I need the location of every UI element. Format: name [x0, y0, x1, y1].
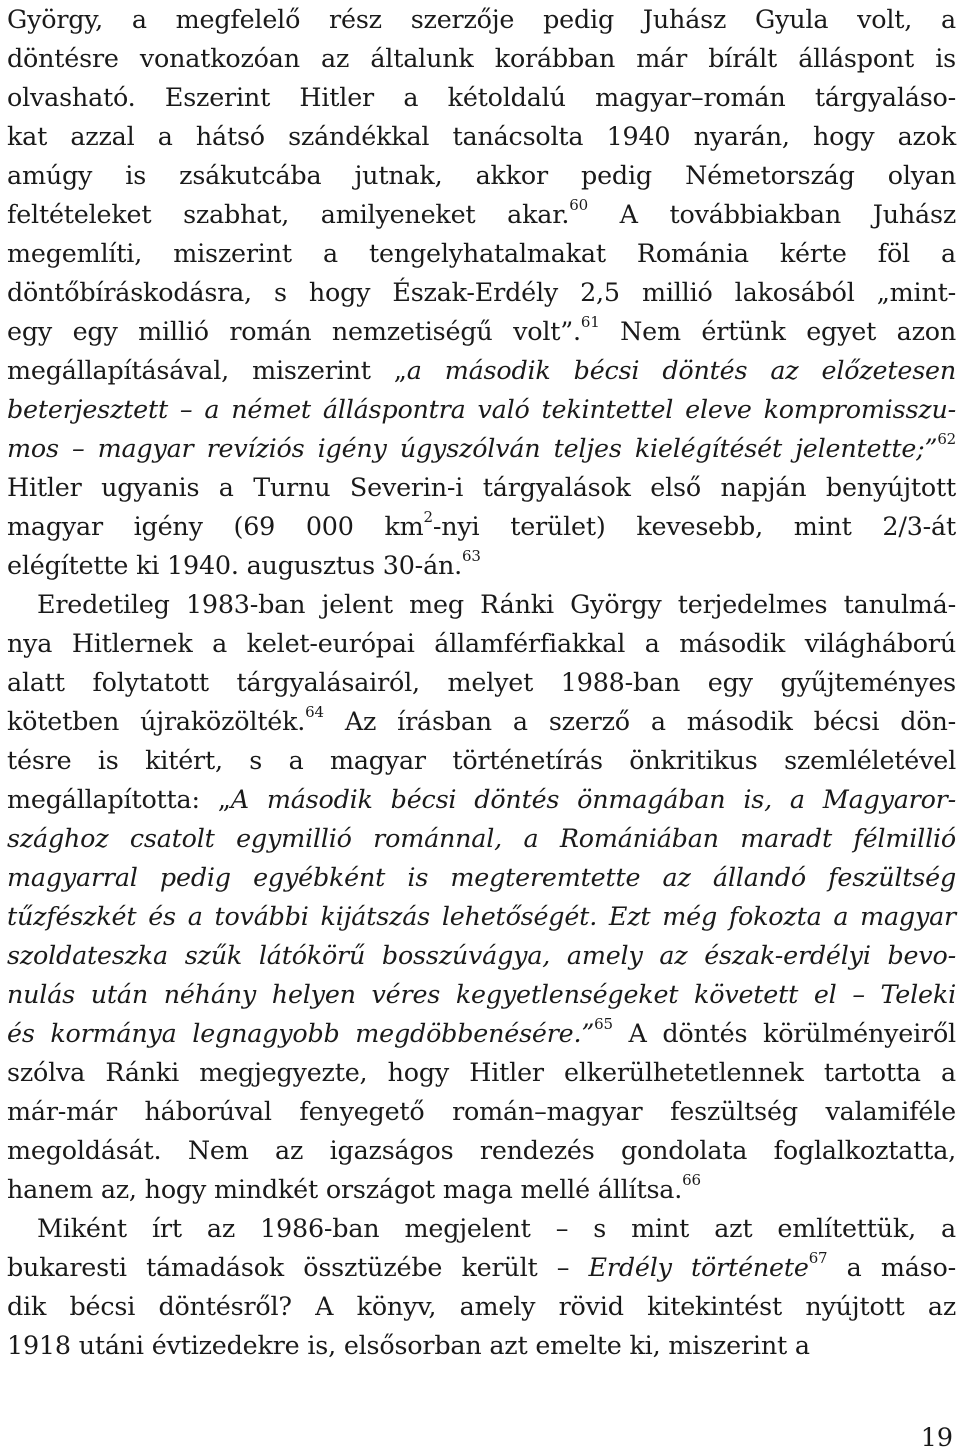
- body-text: döntésre vonatkozóan az általunk korábban már bírált álláspont is: [7, 43, 956, 73]
- text-line: [7, 624, 956, 663]
- text-line: [7, 1248, 956, 1287]
- body-text: hanem az, hogy mindkét országot maga mellé állítsa.: [7, 1174, 683, 1204]
- footnote-ref: 60: [569, 196, 588, 214]
- quote-text: mos – magyar revíziós igény úgyszólván teljes kielégítését jelentette;”: [7, 433, 938, 463]
- body-text: elégítette ki 1940. augusztus 30-án.: [7, 550, 463, 580]
- quote-text: nulás után néhány helyen véres kegyetlenségeket követett el – Teleki: [7, 979, 956, 1009]
- text-line: [7, 1131, 956, 1170]
- text-line: [7, 546, 956, 585]
- text-line: [7, 975, 956, 1014]
- footnote-ref: 64: [305, 703, 324, 721]
- footnote-ref: 67: [808, 1249, 828, 1267]
- text-line: [7, 390, 956, 429]
- text-line: [7, 429, 956, 468]
- body-text: alatt folytatott tárgyalásairól, melyet 1988-ban egy gyűjteményes: [7, 667, 956, 697]
- text-line: [7, 1209, 956, 1248]
- text-line: [7, 897, 956, 936]
- text-line: [7, 1014, 956, 1053]
- text-line: [7, 1092, 956, 1131]
- page-number: 19: [920, 1422, 953, 1452]
- body-text: tésre is kitért, s a magyar történetírás önkritikus szemléletével: [7, 745, 956, 775]
- body-text: Nem értünk egyet azon: [599, 316, 956, 346]
- body-text: bukaresti támadások össztüzébe került –: [7, 1252, 589, 1282]
- body-text: A továbbiakban Juhász: [587, 199, 956, 229]
- footnote-ref: 63: [462, 547, 481, 565]
- text-line: [7, 507, 956, 546]
- page-body: [7, 0, 956, 1365]
- text-line: [7, 780, 956, 819]
- text-line: [7, 741, 956, 780]
- quote-text: beterjesztett – a német álláspontra való tekintettel eleve kompromisszu-: [7, 394, 956, 424]
- quote-text: A második bécsi döntés önmagában is, a Magyaror-: [230, 784, 956, 814]
- text-block: [7, 0, 956, 1365]
- body-text: dik bécsi döntésről? A könyv, amely rövid kitekintést nyújtott az: [7, 1291, 956, 1321]
- body-text: Miként írt az 1986-ban megjelent – s mint azt említettük, a: [37, 1213, 956, 1243]
- body-text: olvasható. Eszerint Hitler a kétoldalú magyar–román tárgyaláso-: [7, 82, 956, 112]
- body-text: György, a megfelelő rész szerzője pedig Juhász Gyula volt, a: [7, 4, 956, 34]
- quote-text: Erdély története: [588, 1252, 809, 1282]
- text-line: [7, 351, 956, 390]
- quote-text: tűzfészkét és a további kijátszás lehetőségét. Ezt még fokozta a magyar: [7, 901, 956, 931]
- body-text: Az írásban a szerző a második bécsi dön-: [323, 706, 956, 736]
- text-line: [7, 1170, 956, 1209]
- text-line: [7, 117, 956, 156]
- text-line: [7, 234, 956, 273]
- quote-text: szághoz csatolt egymillió románnal, a Romániában maradt félmillió: [7, 823, 956, 853]
- text-line: [7, 195, 956, 234]
- footnote-ref: 61: [580, 313, 600, 331]
- text-line: [7, 468, 956, 507]
- text-line: [7, 0, 956, 39]
- quote-text: és kormánya legnagyobb megdöbbenésére.”: [7, 1018, 595, 1048]
- text-line: [7, 1287, 956, 1326]
- body-text: már-már háborúval fenyegető román–magyar feszültség valamiféle: [7, 1096, 956, 1126]
- text-line: [7, 156, 956, 195]
- body-text: egy egy millió román nemzetiségű volt”.: [7, 316, 581, 346]
- body-text: kötetben újraközölték.: [7, 706, 306, 736]
- quote-text: magyarral pedig egyébként is megteremtette az állandó feszültség: [7, 862, 956, 892]
- text-line: [7, 585, 956, 624]
- quote-text: a második bécsi döntés az előzetesen: [406, 355, 957, 385]
- body-text: megemlíti, miszerint a tengelyhatalmakat Románia kérte föl a: [7, 238, 956, 268]
- footnote-ref: 66: [682, 1171, 701, 1189]
- body-text: megoldását. Nem az igazságos rendezés gondolata foglalkoztatta,: [7, 1135, 956, 1165]
- body-text: döntőbíráskodásra, s hogy Észak-Erdély 2,5 millió lakosából „mint-: [7, 277, 956, 307]
- body-text: Eredetileg 1983-ban jelent meg Ránki György terjedelmes tanulmá-: [37, 589, 956, 619]
- body-text: feltételeket szabhat, amilyeneket akar.: [7, 199, 570, 229]
- body-text: a máso-: [827, 1252, 956, 1282]
- text-line: [7, 312, 956, 351]
- body-text: megállapította: „: [7, 784, 231, 814]
- text-line: [7, 78, 956, 117]
- body-text: amúgy is zsákutcába jutnak, akkor pedig Németország olyan: [7, 160, 956, 190]
- text-line: [7, 819, 956, 858]
- text-line: [7, 1326, 956, 1365]
- text-line: [7, 702, 956, 741]
- body-text: A döntés körülményeiről: [612, 1018, 956, 1048]
- text-line: [7, 858, 956, 897]
- text-line: [7, 1053, 956, 1092]
- text-line: [7, 273, 956, 312]
- body-text: nya Hitlernek a kelet-európai államférfiakkal a második világháború: [7, 628, 956, 658]
- body-text: szólva Ránki megjegyezte, hogy Hitler elkerülhetetlennek tartotta a: [7, 1057, 956, 1087]
- body-text: kat azzal a hátsó szándékkal tanácsolta 1940 nyarán, hogy azok: [7, 121, 956, 151]
- body-text: -nyi terület) kevesebb, mint 2/3-át: [432, 511, 956, 541]
- quote-text: szoldateszka szűk látókörű bosszúvágya, amely az észak-erdélyi bevo-: [7, 940, 956, 970]
- body-text: magyar igény (69 000 km: [7, 511, 424, 541]
- text-line: [7, 936, 956, 975]
- body-text: megállapításával, miszerint „: [7, 355, 407, 385]
- footnote-ref: 65: [594, 1015, 613, 1033]
- text-line: [7, 39, 956, 78]
- footnote-ref: 62: [937, 430, 956, 448]
- body-text: 1918 utáni évtizedekre is, elsősorban azt emelte ki, miszerint a: [7, 1330, 810, 1360]
- footnote-ref: 2: [423, 508, 433, 526]
- body-text: Hitler ugyanis a Turnu Severin-i tárgyalások első napján benyújtott: [7, 472, 956, 502]
- text-line: [7, 663, 956, 702]
